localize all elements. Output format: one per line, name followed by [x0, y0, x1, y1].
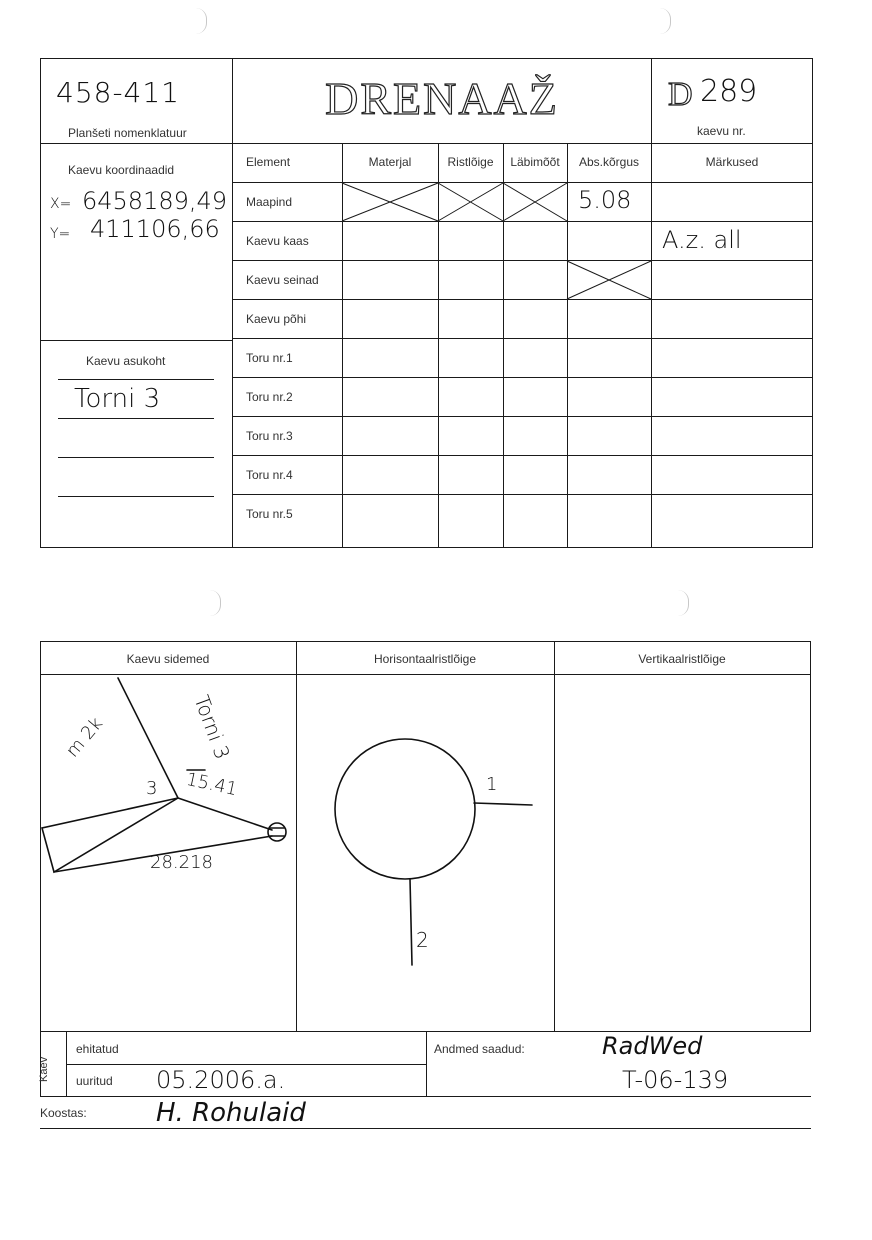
horizontal-section-label: Horisontaalristlõige: [373, 652, 477, 666]
road-label: m 2k: [62, 713, 108, 762]
well-number-label: kaevu nr.: [697, 124, 746, 138]
location-value: Torni 3: [74, 384, 161, 414]
column-header: Element: [246, 155, 291, 169]
column-header: Märkused: [705, 155, 759, 169]
y-coordinate: 411106,66: [90, 215, 220, 243]
point-label: 3: [146, 778, 158, 799]
table-row-label: Toru nr.3: [246, 429, 293, 443]
table-row-label: Toru nr.1: [246, 351, 293, 365]
connections-label: Kaevu sidemed: [126, 652, 210, 666]
column-header: Läbimõõt: [510, 155, 560, 169]
lid-remarks: A.z. all: [662, 226, 742, 254]
x-coordinate: 6458189,49: [82, 187, 228, 215]
well-number: 289: [700, 74, 758, 109]
nomenclature-value: 458-411: [56, 76, 180, 109]
ground-abs-height: 5.08: [578, 186, 632, 214]
distance-2: 28.218: [150, 852, 213, 873]
coordinates-label: Kaevu koordinaadid: [68, 163, 175, 177]
table-row-label: Kaevu seinad: [246, 273, 319, 287]
column-header: Materjal: [368, 155, 412, 169]
page-title: DRENAAŽ: [325, 73, 559, 124]
pipe-2-label: 2: [416, 928, 429, 952]
author-label: Koostas:: [40, 1106, 87, 1120]
author-signature: H. Rohulaid: [156, 1098, 306, 1128]
data-source-code: T-06-139: [622, 1066, 729, 1094]
x-prefix: X=: [50, 196, 72, 212]
column-header: Abs.kõrgus: [578, 155, 640, 169]
distance-1: 15.41: [184, 768, 240, 801]
well-prefix: D: [668, 76, 693, 113]
table-row-label: Kaevu kaas: [246, 234, 309, 248]
location-label: Kaevu asukoht: [86, 354, 166, 368]
table-row-label: Toru nr.2: [246, 390, 293, 404]
measured-label: uuritud: [76, 1074, 113, 1088]
y-prefix: Y=: [50, 226, 71, 242]
nomenclature-label: Planšeti nomenklatuur: [68, 126, 187, 140]
table-row-label: Toru nr.5: [246, 507, 293, 521]
table-row-label: Maapind: [246, 195, 293, 209]
measured-date: 05.2006.a.: [156, 1066, 286, 1094]
data-source-value: RadWed: [602, 1032, 703, 1060]
data-source-label: Andmed saadud:: [434, 1042, 525, 1056]
table-row-label: Kaevu põhi: [246, 312, 307, 326]
vertical-section-label: Vertikaalristlõige: [638, 652, 726, 666]
kaev-label: Kaev: [38, 1056, 50, 1082]
street-label: Torni 3: [189, 692, 235, 763]
table-row-label: Toru nr.4: [246, 468, 293, 482]
built-label: ehitatud: [76, 1042, 119, 1056]
column-header: Ristlõige: [447, 155, 494, 169]
pipe-1-label: 1: [486, 774, 498, 795]
